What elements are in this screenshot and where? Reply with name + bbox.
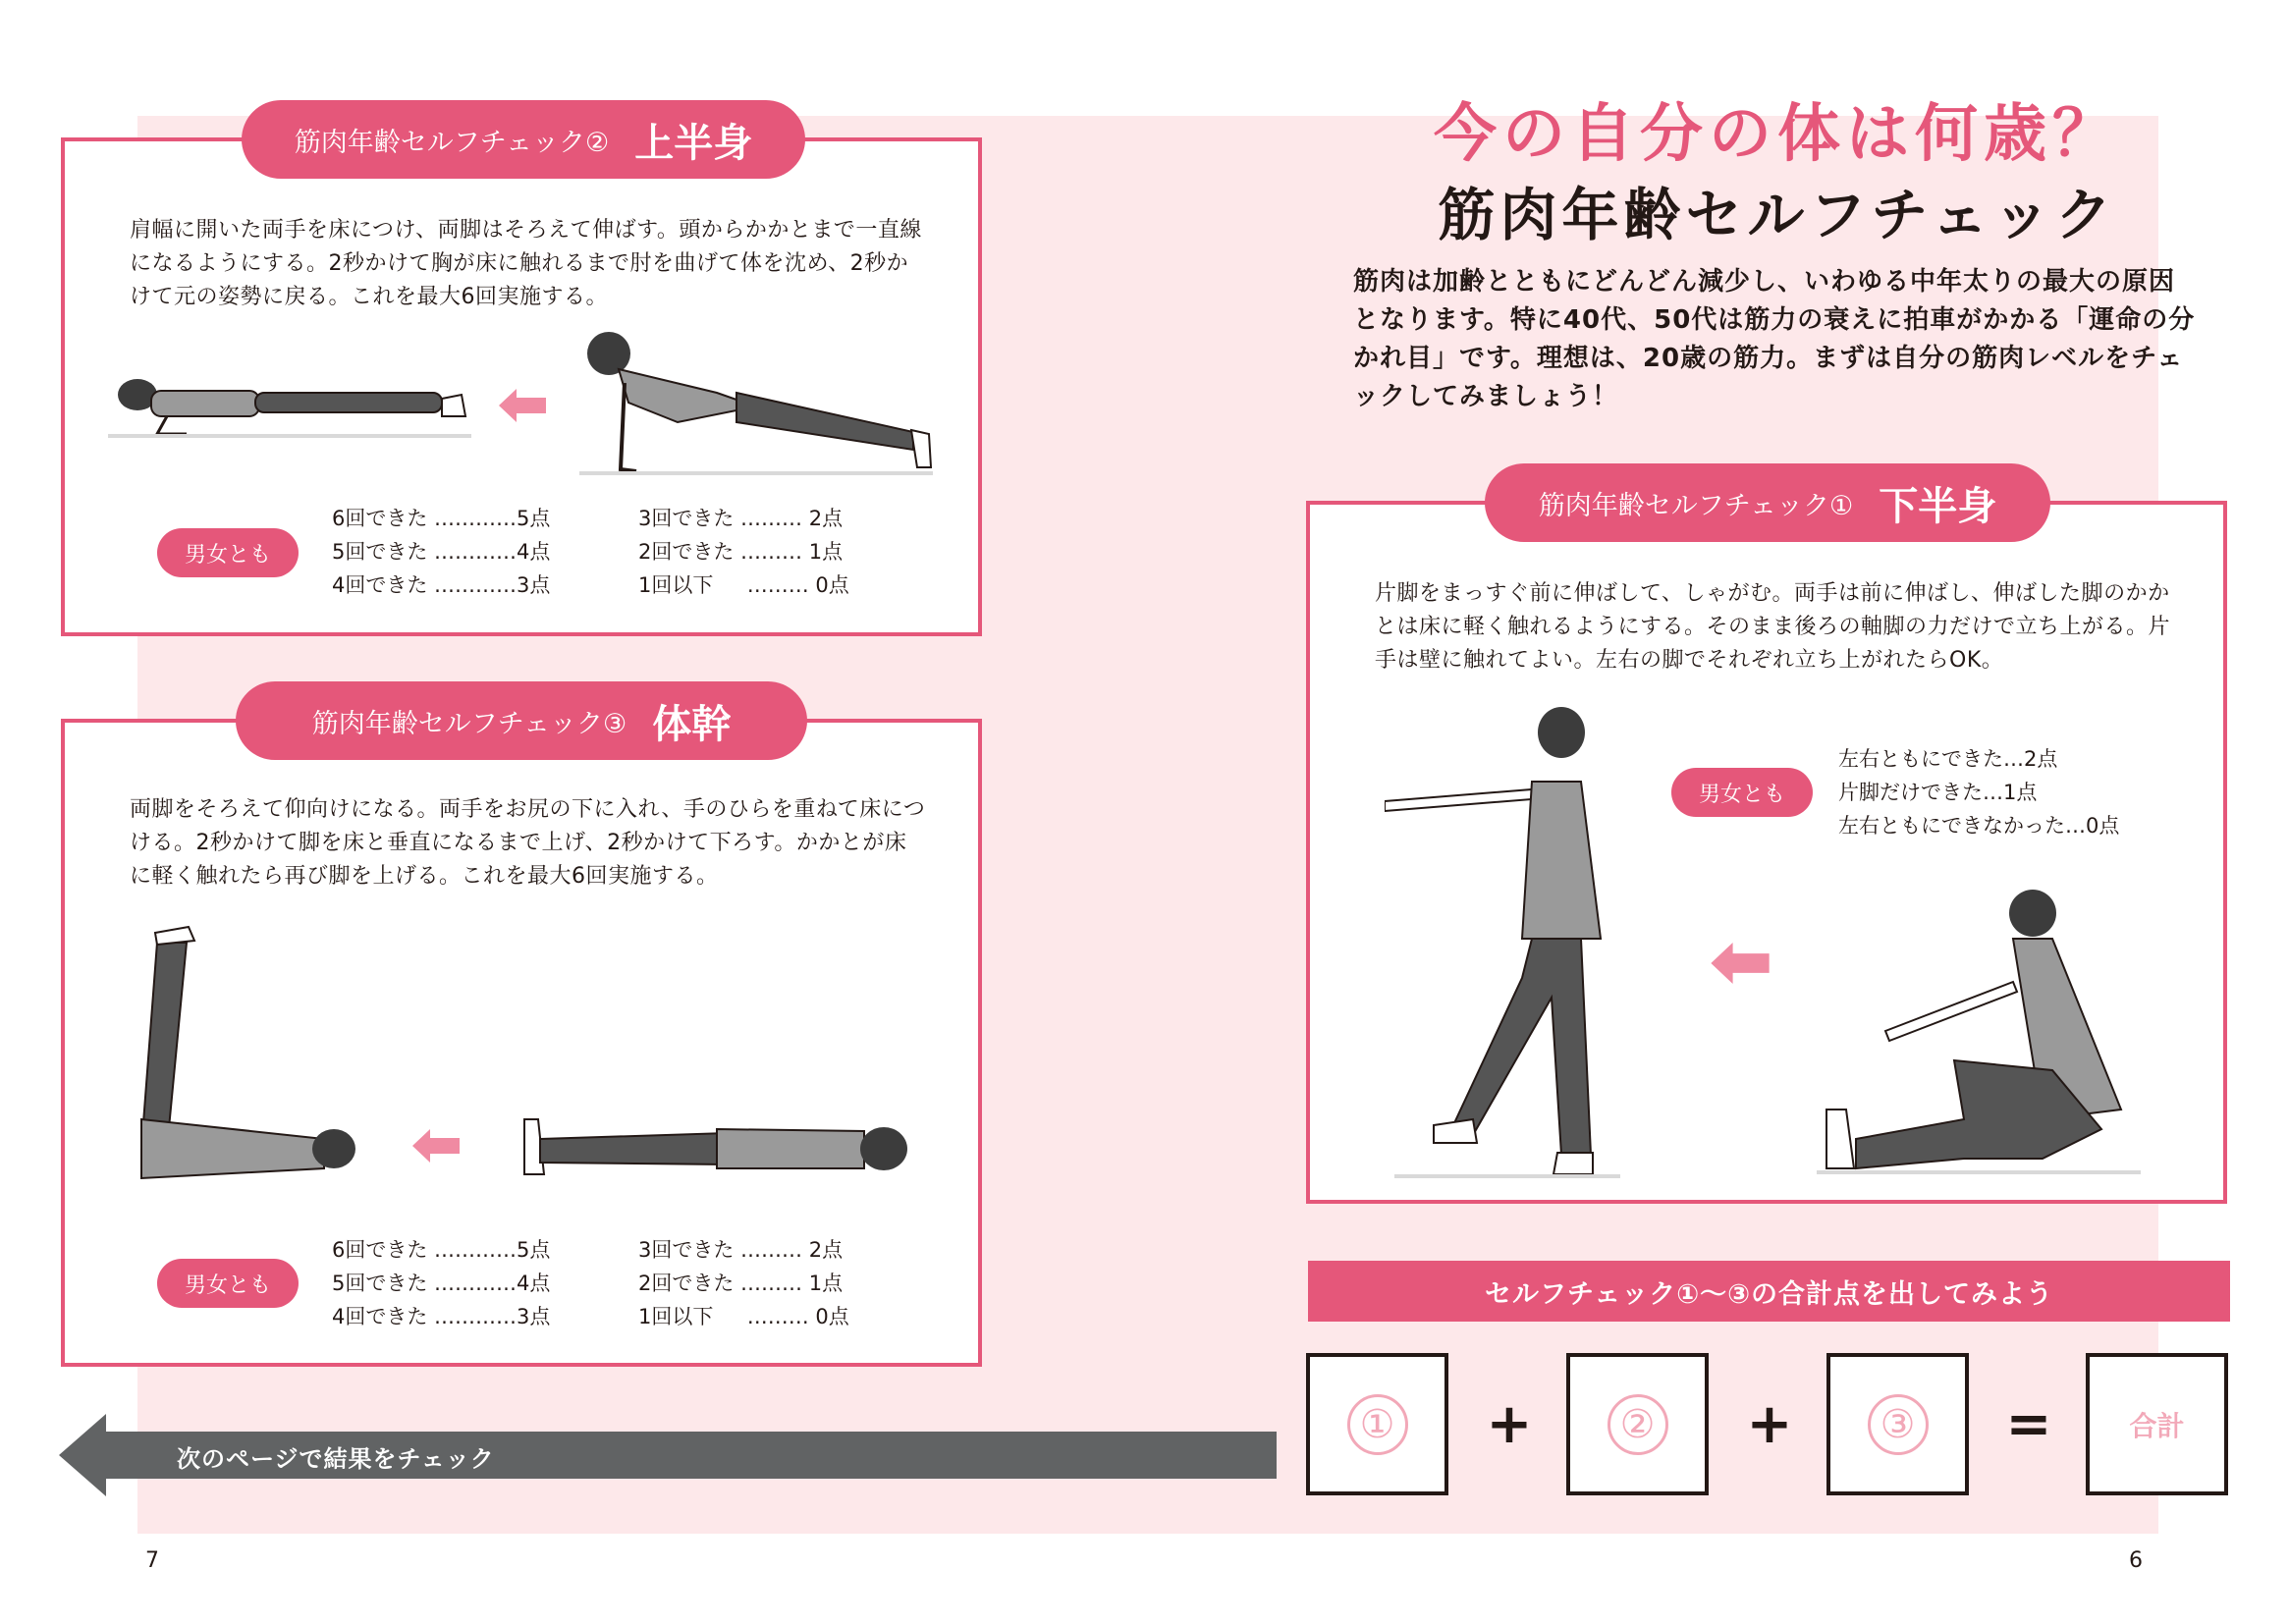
check3-scores-left [332,1233,550,1333]
score-box-3 [1826,1353,1969,1495]
score-row: 6回できた …………5点 [332,1238,551,1262]
equals-sign: = [2005,1392,2052,1456]
check1-prefix: 筋肉年齢セルフチェック① [1538,490,1854,521]
check1-header [1485,463,2050,542]
page-number-left: 7 [145,1548,159,1573]
check2-prefix: 筋肉年齢セルフチェック② [294,127,610,158]
score-row: 片脚だけできた…1点 [1838,781,2038,804]
summary-bar: セルフチェック①〜③の合計点を出してみよう [1308,1261,2230,1322]
total-box [2086,1353,2228,1495]
score-row: 左右ともにできなかった…0点 [1838,814,2120,838]
plus-sign: + [1746,1392,1793,1456]
score-row: 左右ともにできた…2点 [1838,747,2058,771]
leg-raise-down-figure [511,1110,913,1188]
score-row: 2回できた ……… 1点 [638,540,844,564]
check2-scores-left [332,502,550,602]
check2-scores-right [638,502,849,602]
score-row: 6回できた …………5点 [332,507,551,530]
intro-text: 筋肉は加齢とともにどんどん減少し、いわゆる中年太りの最大の原因となります。特に40代、50代は筋力の衰えに拍車がかかる「運命の分かれ目」です。理想は、20歳の筋力。まずは自分の筋肉レベルをチェックしてみましょう！ [1353,267,2196,411]
check3-description: 両脚をそろえて仰向けになる。両手をお尻の下に入れ、手のひらを重ねて床につける。2秒かけて脚を床と垂直になるまで上げ、2秒かけて下ろす。かかとが床に軽く触れたら再び脚を上げる。これを最大6回実施する。 [130,797,926,889]
circle-number: ① [1347,1394,1408,1455]
page-title-question: 今の自分の体は何歳？ [1434,98,2121,171]
pushup-down-figure [108,363,481,442]
arrow-left-icon [1711,943,1770,984]
check2-gender-badge: 男女とも [157,528,299,577]
check2-title: 上半身 [634,120,753,166]
check3-gender-badge: 男女とも [157,1259,299,1308]
check1-gender-badge: 男女とも [1671,768,1813,817]
score-row: 1回以下 ……… 0点 [638,573,849,597]
score-box-2 [1566,1353,1709,1495]
score-row: 5回できた …………4点 [332,1272,551,1295]
score-row: 4回できた …………3点 [332,573,551,597]
check2-header [242,100,805,179]
standing-figure [1385,703,1620,1184]
squat-figure [1817,884,2141,1178]
check1-description: 片脚をまっすぐ前に伸ばして、しゃがむ。両手は前に伸ばし、伸ばした脚のかかとは床に軽く触れるようにする。そのまま後ろの軸脚の力だけで立ち上がる。片手は壁に触れてよい。左右の脚でそれぞれ立ち上がれたらOK。 [1375,581,2171,673]
page-title: 筋肉年齢セルフチェック [1438,182,2117,248]
score-row: 1回以下 ……… 0点 [638,1305,849,1328]
check3-prefix: 筋肉年齢セルフチェック③ [311,708,627,739]
circle-number: ② [1608,1394,1668,1455]
check1-scores [1838,742,2119,842]
score-row: 5回できた …………4点 [332,540,551,564]
check2-description: 肩幅に開いた両手を床につけ、両脚はそろえて伸ばす。頭からかかとまで一直線になるようにする。2秒かけて胸が床に触れるまで肘を曲げて体を沈め、2秒かけて元の姿勢に戻る。これを最大6回実施する。 [130,218,922,309]
score-box-1 [1306,1353,1448,1495]
score-row: 2回できた ……… 1点 [638,1272,844,1295]
score-row: 4回できた …………3点 [332,1305,551,1328]
score-row: 3回できた ……… 2点 [638,1238,844,1262]
check3-title: 体幹 [652,701,732,747]
score-row: 3回できた ……… 2点 [638,507,844,530]
check3-scores-right [638,1233,849,1333]
circle-number: ③ [1868,1394,1929,1455]
plus-sign: + [1486,1392,1533,1456]
arrow-left-icon [499,389,546,422]
page-number-right: 6 [2129,1548,2143,1573]
next-page-label: 次のページで結果をチェック [177,1445,495,1473]
total-label: 合計 [2129,1409,2185,1442]
leg-raise-up-figure [128,923,363,1188]
pushup-up-figure [570,324,943,481]
check3-header [236,681,807,760]
check1-title: 下半身 [1879,483,1997,529]
arrow-left-icon [412,1129,460,1163]
